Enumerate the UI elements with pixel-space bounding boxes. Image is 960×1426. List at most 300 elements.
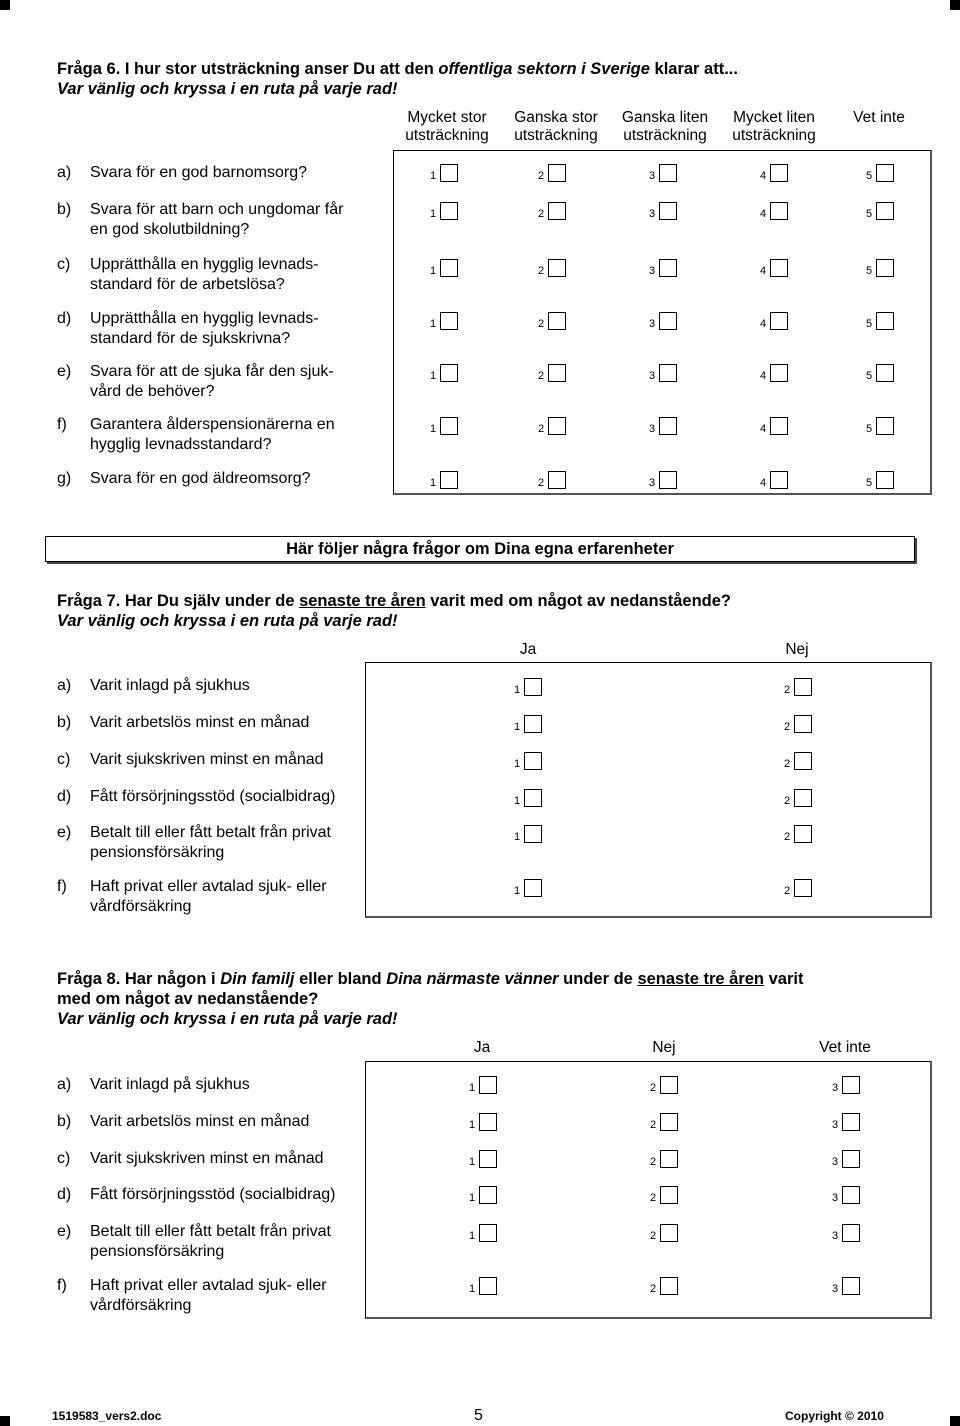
item-letter: a)	[57, 1076, 72, 1093]
question-item	[57, 1112, 387, 1152]
answer-checkbox[interactable]	[660, 1277, 678, 1295]
option-number: 2	[650, 1230, 657, 1242]
item-text	[90, 1149, 324, 1169]
answer-checkbox[interactable]	[770, 364, 788, 382]
q7-title-suffix: varit med om något av nedanstående?	[425, 592, 731, 610]
option-number: 1	[469, 1230, 476, 1242]
answer-option	[538, 259, 568, 279]
option-number: 2	[784, 885, 791, 897]
item-letter: b)	[57, 714, 72, 731]
option-number: 1	[430, 423, 437, 435]
option-number: 2	[650, 1082, 657, 1094]
item-letter: e)	[57, 363, 72, 380]
option-number: 2	[538, 370, 545, 382]
answer-checkbox[interactable]	[842, 1150, 860, 1168]
answer-checkbox[interactable]	[876, 417, 894, 435]
answer-checkbox[interactable]	[524, 678, 542, 696]
answer-checkbox[interactable]	[440, 202, 458, 220]
item-text-line2: pensionsförsäkring	[90, 1243, 225, 1260]
q8-title-part-f: senaste tre åren	[637, 970, 765, 988]
answer-checkbox[interactable]	[479, 1224, 497, 1242]
question-item	[57, 415, 387, 455]
answer-option	[538, 202, 568, 222]
item-text	[90, 362, 334, 402]
item-letter: b)	[57, 201, 72, 218]
q8-instruction: Var vänlig och kryssa i en ruta på varje rad!	[57, 1010, 398, 1028]
answer-checkbox[interactable]	[440, 417, 458, 435]
item-text-line1: Varit sjukskriven minst en månad	[90, 751, 324, 768]
answer-checkbox[interactable]	[770, 202, 788, 220]
answer-option	[538, 312, 568, 332]
column-header-line2: utsträckning	[405, 127, 489, 144]
answer-checkbox[interactable]	[770, 259, 788, 277]
item-letter: e)	[57, 1223, 72, 1240]
answer-option	[760, 471, 790, 491]
option-number: 1	[430, 318, 437, 330]
answer-option	[538, 364, 568, 384]
answer-checkbox[interactable]	[876, 202, 894, 220]
answer-option	[514, 825, 544, 845]
question-item	[57, 163, 387, 203]
answer-checkbox[interactable]	[794, 678, 812, 696]
option-number: 2	[650, 1192, 657, 1204]
column-header	[496, 109, 616, 145]
answer-option	[866, 164, 896, 184]
answer-checkbox[interactable]	[770, 164, 788, 182]
column-header: Ja	[519, 641, 537, 658]
question-item	[57, 200, 387, 240]
answer-option	[649, 202, 679, 222]
option-number: 4	[760, 265, 767, 277]
question-item	[57, 1185, 387, 1225]
answer-checkbox[interactable]	[440, 364, 458, 382]
answer-checkbox[interactable]	[548, 259, 566, 277]
question-item	[57, 1075, 387, 1115]
answer-option	[514, 678, 544, 698]
answer-checkbox[interactable]	[770, 312, 788, 330]
answer-checkbox[interactable]	[876, 259, 894, 277]
q8-title-part-b: Din familj	[220, 970, 295, 988]
item-letter: b)	[57, 1113, 72, 1130]
answer-option	[538, 417, 568, 437]
answer-checkbox[interactable]	[842, 1186, 860, 1204]
answer-option	[760, 312, 790, 332]
answer-option	[760, 259, 790, 279]
answer-option	[430, 202, 460, 222]
corner-mark-top-left	[0, 0, 10, 10]
answer-option	[430, 471, 460, 491]
column-header: Vet inte	[819, 1039, 871, 1056]
column-header: Ja	[473, 1039, 491, 1056]
answer-option	[514, 879, 544, 899]
column-header-line2: utsträckning	[623, 127, 707, 144]
item-letter: c)	[57, 1150, 71, 1167]
answer-checkbox[interactable]	[548, 417, 566, 435]
option-number: 2	[784, 831, 791, 843]
item-text	[90, 877, 327, 917]
footer-copyright: Copyright © 2010	[785, 1409, 884, 1423]
answer-checkbox[interactable]	[660, 1076, 678, 1094]
option-number: 1	[430, 208, 437, 220]
item-text-line2: vård de behöver?	[90, 383, 215, 400]
column-header	[714, 109, 834, 145]
answer-option	[760, 164, 790, 184]
item-text-line2: vårdförsäkring	[90, 898, 192, 915]
q8-title-line2: med om något av nedanstående?	[57, 990, 319, 1008]
item-text-line1: Varit sjukskriven minst en månad	[90, 1150, 324, 1167]
item-text-line1: Upprätthålla en hygglig levnads-	[90, 310, 319, 327]
option-number: 2	[538, 423, 545, 435]
answer-option	[832, 1150, 862, 1170]
answer-checkbox[interactable]	[659, 364, 677, 382]
option-number: 5	[866, 370, 873, 382]
q6-title-suffix: klarar att...	[649, 60, 738, 78]
answer-checkbox[interactable]	[479, 1113, 497, 1131]
item-text-line2: standard för de arbetslösa?	[90, 276, 285, 293]
question-item	[57, 362, 387, 402]
answer-checkbox[interactable]	[479, 1076, 497, 1094]
answer-checkbox[interactable]	[440, 471, 458, 489]
q8-grid-right	[930, 1061, 932, 1319]
answer-checkbox[interactable]	[524, 715, 542, 733]
answer-option	[784, 678, 814, 698]
column-header-line1: Mycket liten	[733, 109, 815, 126]
option-number: 2	[650, 1119, 657, 1131]
item-text-line1: Betalt till eller fått betalt från privat	[90, 1223, 331, 1240]
corner-mark-top-right	[950, 0, 960, 10]
option-number: 1	[514, 885, 521, 897]
item-text-line1: Varit inlagd på sjukhus	[90, 1076, 250, 1093]
item-letter: d)	[57, 1186, 72, 1203]
item-text-line1: Svara för att de sjuka får den sjuk-	[90, 363, 334, 380]
column-header-line2: utsträckning	[514, 127, 598, 144]
question-item	[57, 1222, 387, 1262]
answer-checkbox[interactable]	[524, 879, 542, 897]
answer-option	[866, 312, 896, 332]
answer-checkbox[interactable]	[659, 312, 677, 330]
answer-option	[469, 1113, 499, 1133]
item-text	[90, 200, 343, 240]
answer-option	[650, 1277, 680, 1297]
option-number: 2	[784, 721, 791, 733]
answer-option	[649, 417, 679, 437]
answer-checkbox[interactable]	[659, 417, 677, 435]
answer-option	[784, 825, 814, 845]
option-number: 1	[430, 477, 437, 489]
answer-option	[514, 715, 544, 735]
option-number: 1	[469, 1082, 476, 1094]
answer-option	[866, 417, 896, 437]
column-header	[819, 109, 939, 127]
item-text-line2: vårdförsäkring	[90, 1297, 192, 1314]
answer-checkbox[interactable]	[660, 1186, 678, 1204]
q7-grid-top	[365, 662, 932, 663]
answer-checkbox[interactable]	[479, 1186, 497, 1204]
answer-option	[784, 715, 814, 735]
q6-grid-bottom	[393, 493, 932, 495]
answer-checkbox[interactable]	[479, 1150, 497, 1168]
answer-option	[469, 1224, 499, 1244]
column-header: Nej	[652, 1039, 676, 1056]
q7-title-underline: senaste tre åren	[299, 592, 426, 610]
q6-instruction: Var vänlig och kryssa i en ruta på varje rad!	[57, 80, 398, 98]
answer-checkbox[interactable]	[842, 1113, 860, 1131]
item-letter: a)	[57, 164, 72, 181]
option-number: 5	[866, 265, 873, 277]
answer-checkbox[interactable]	[794, 879, 812, 897]
item-letter: f)	[57, 1277, 67, 1294]
option-number: 5	[866, 423, 873, 435]
item-text-line1: Svara för en god barnomsorg?	[90, 164, 308, 181]
answer-checkbox[interactable]	[524, 825, 542, 843]
question-item	[57, 787, 387, 827]
option-number: 1	[469, 1119, 476, 1131]
q7-grid-bottom	[365, 916, 932, 918]
answer-checkbox[interactable]	[440, 164, 458, 182]
answer-checkbox[interactable]	[842, 1224, 860, 1242]
answer-checkbox[interactable]	[548, 364, 566, 382]
answer-checkbox[interactable]	[659, 471, 677, 489]
item-letter: c)	[57, 256, 71, 273]
question-item	[57, 713, 387, 753]
option-number: 5	[866, 170, 873, 182]
answer-option	[832, 1076, 862, 1096]
answer-option	[832, 1113, 862, 1133]
item-text	[90, 163, 307, 183]
question-item	[57, 255, 387, 295]
answer-checkbox[interactable]	[876, 364, 894, 382]
answer-option	[784, 879, 814, 899]
column-header	[605, 109, 725, 145]
answer-option	[832, 1186, 862, 1206]
answer-checkbox[interactable]	[548, 202, 566, 220]
q6-title-prefix: Fråga 6. I hur stor utsträckning anser Du att den	[57, 60, 439, 78]
item-text	[90, 1185, 335, 1205]
option-number: 1	[469, 1192, 476, 1204]
answer-option	[760, 364, 790, 384]
item-text	[90, 676, 250, 696]
item-text-line1: Varit arbetslös minst en månad	[90, 1113, 310, 1130]
q8-title-part-e: under de	[558, 970, 638, 988]
answer-checkbox[interactable]	[794, 715, 812, 733]
answer-checkbox[interactable]	[660, 1224, 678, 1242]
q8-title-part-d: Dina närmaste vänner	[386, 970, 559, 988]
item-text-line1: Varit inlagd på sjukhus	[90, 677, 250, 694]
option-number: 5	[866, 318, 873, 330]
answer-option	[650, 1224, 680, 1244]
option-number: 3	[649, 423, 656, 435]
answer-option	[866, 259, 896, 279]
item-text	[90, 415, 335, 455]
q6-grid-right	[930, 150, 932, 495]
answer-checkbox[interactable]	[524, 752, 542, 770]
answer-option	[430, 364, 460, 384]
question-item	[57, 1276, 387, 1316]
option-number: 2	[784, 795, 791, 807]
item-text	[90, 1276, 327, 1316]
answer-checkbox[interactable]	[440, 259, 458, 277]
answer-option	[430, 259, 460, 279]
option-number: 3	[832, 1192, 839, 1204]
answer-option	[866, 202, 896, 222]
answer-option	[866, 471, 896, 491]
item-text	[90, 1075, 250, 1095]
footer-doc-name: 1519583_vers2.doc	[52, 1409, 162, 1423]
answer-checkbox[interactable]	[548, 164, 566, 182]
option-number: 1	[430, 370, 437, 382]
q6-title	[57, 59, 738, 79]
answer-option	[514, 789, 544, 809]
answer-checkbox[interactable]	[876, 164, 894, 182]
answer-option	[469, 1186, 499, 1206]
item-text-line1: Betalt till eller fått betalt från privat	[90, 824, 331, 841]
answer-option	[649, 364, 679, 384]
answer-option	[514, 752, 544, 772]
answer-option	[430, 312, 460, 332]
answer-option	[469, 1076, 499, 1096]
q6-grid-top	[393, 150, 932, 151]
item-text	[90, 255, 319, 295]
question-item	[57, 877, 387, 917]
q8-title-part-g: varit	[764, 970, 804, 988]
answer-checkbox[interactable]	[660, 1150, 678, 1168]
item-letter: d)	[57, 788, 72, 805]
answer-checkbox[interactable]	[794, 789, 812, 807]
answer-option	[784, 752, 814, 772]
item-text-line1: Haft privat eller avtalad sjuk- eller	[90, 878, 327, 895]
item-text	[90, 469, 311, 489]
q8-grid-top	[365, 1061, 932, 1062]
item-text-line1: Svara för en god äldreomsorg?	[90, 470, 311, 487]
option-number: 3	[832, 1230, 839, 1242]
option-number: 1	[469, 1156, 476, 1168]
item-letter: f)	[57, 416, 67, 433]
item-text-line1: Garantera ålderspensionärerna en	[90, 416, 335, 433]
item-letter: f)	[57, 878, 67, 895]
q8-title-part-a: Fråga 8. Har någon i	[57, 970, 221, 988]
item-text-line1: Fått försörjningsstöd (socialbidrag)	[90, 788, 336, 805]
q7-grid-right	[930, 662, 932, 918]
answer-checkbox[interactable]	[659, 202, 677, 220]
question-item	[57, 309, 387, 349]
option-number: 3	[832, 1119, 839, 1131]
answer-checkbox[interactable]	[659, 164, 677, 182]
answer-option	[760, 202, 790, 222]
option-number: 2	[538, 477, 545, 489]
answer-checkbox[interactable]	[659, 259, 677, 277]
question-item	[57, 469, 387, 509]
option-number: 5	[866, 208, 873, 220]
answer-option	[784, 789, 814, 809]
answer-checkbox[interactable]	[842, 1277, 860, 1295]
option-number: 2	[784, 758, 791, 770]
option-number: 1	[514, 758, 521, 770]
column-header: Nej	[785, 641, 809, 658]
answer-option	[649, 259, 679, 279]
item-letter: d)	[57, 310, 72, 327]
answer-checkbox[interactable]	[794, 825, 812, 843]
item-text-line1: Svara för att barn och ungdomar får	[90, 201, 344, 218]
option-number: 3	[832, 1156, 839, 1168]
answer-option	[832, 1224, 862, 1244]
option-number: 3	[649, 170, 656, 182]
q7-instruction: Var vänlig och kryssa i en ruta på varje rad!	[57, 612, 398, 630]
question-item	[57, 1149, 387, 1189]
answer-option	[866, 364, 896, 384]
answer-checkbox[interactable]	[876, 312, 894, 330]
column-header-line1: Ganska liten	[621, 109, 709, 126]
option-number: 1	[430, 170, 437, 182]
item-text	[90, 309, 319, 349]
column-header-line2: utsträckning	[732, 127, 816, 144]
answer-option	[650, 1186, 680, 1206]
option-number: 3	[832, 1082, 839, 1094]
answer-option	[649, 164, 679, 184]
answer-option	[469, 1150, 499, 1170]
question-item	[57, 676, 387, 716]
option-number: 4	[760, 477, 767, 489]
option-number: 3	[649, 477, 656, 489]
question-item	[57, 823, 387, 863]
answer-option	[538, 164, 568, 184]
answer-checkbox[interactable]	[876, 471, 894, 489]
answer-option	[538, 471, 568, 491]
answer-option	[649, 312, 679, 332]
answer-checkbox[interactable]	[524, 789, 542, 807]
q6-grid-left	[393, 150, 394, 495]
answer-checkbox[interactable]	[548, 471, 566, 489]
q8-title	[57, 969, 803, 989]
option-number: 1	[430, 265, 437, 277]
item-text-line1: Varit arbetslös minst en månad	[90, 714, 310, 731]
q6-title-italic: offentliga sektorn i Sverige	[438, 60, 650, 78]
column-header-line1: Vet inte	[853, 109, 905, 126]
answer-checkbox[interactable]	[440, 312, 458, 330]
item-text-line1: Haft privat eller avtalad sjuk- eller	[90, 1277, 327, 1294]
option-number: 1	[514, 684, 521, 696]
option-number: 4	[760, 318, 767, 330]
option-number: 2	[650, 1156, 657, 1168]
option-number: 3	[649, 318, 656, 330]
item-text	[90, 823, 331, 863]
option-number: 2	[538, 170, 545, 182]
footer-page-number: 5	[474, 1407, 483, 1424]
column-header	[387, 109, 507, 145]
option-number: 3	[649, 370, 656, 382]
section-banner: Här följer några frågor om Dina egna erfarenheter	[45, 536, 915, 562]
answer-checkbox[interactable]	[770, 471, 788, 489]
answer-checkbox[interactable]	[794, 752, 812, 770]
answer-checkbox[interactable]	[842, 1076, 860, 1094]
question-item	[57, 750, 387, 790]
answer-checkbox[interactable]	[479, 1277, 497, 1295]
answer-option	[649, 471, 679, 491]
item-text-line2: standard för de sjukskrivna?	[90, 330, 291, 347]
item-text-line2: en god skolutbildning?	[90, 221, 250, 238]
option-number: 5	[866, 477, 873, 489]
answer-checkbox[interactable]	[660, 1113, 678, 1131]
item-text	[90, 1112, 309, 1132]
q7-title	[57, 591, 731, 611]
item-letter: c)	[57, 751, 71, 768]
answer-checkbox[interactable]	[548, 312, 566, 330]
answer-checkbox[interactable]	[770, 417, 788, 435]
answer-option	[430, 417, 460, 437]
item-text-line1: Upprätthålla en hygglig levnads-	[90, 256, 319, 273]
option-number: 2	[538, 318, 545, 330]
item-letter: g)	[57, 470, 72, 487]
answer-option	[832, 1277, 862, 1297]
